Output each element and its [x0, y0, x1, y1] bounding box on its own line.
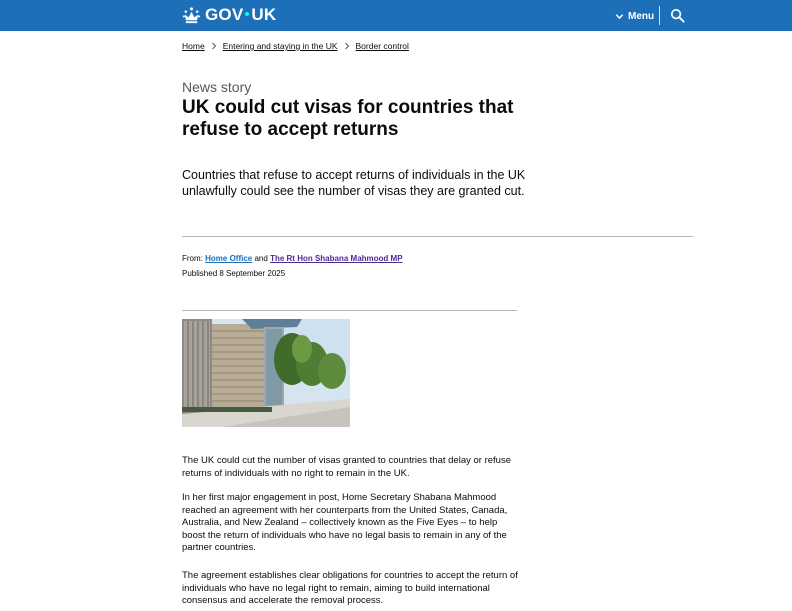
metadata-from [182, 254, 403, 263]
search-icon[interactable] [670, 8, 685, 23]
header-divider [659, 6, 660, 25]
body-paragraph: The UK could cut the number of visas granted to countries that delay or refuse returns of individuals with no right to remain in the UK. [182, 455, 511, 479]
logo-text-uk: UK [251, 5, 277, 24]
from-label: From: [182, 254, 203, 263]
page-caption: News story [182, 79, 252, 95]
org-link-home-office[interactable]: Home Office [205, 254, 253, 263]
govuk-header [0, 0, 792, 31]
logo-text-gov: GOV [205, 5, 244, 24]
lead-paragraph: Countries that refuse to accept returns of individuals in the UK unlawfully could see the number of visas they are granted cut. [182, 168, 526, 198]
page-title: UK could cut visas for countries that refuse to accept returns [182, 97, 514, 140]
body-paragraph: The agreement establishes clear obligations for countries to accept the return of individuals who have no legal right to remain, aiming to build international consensus and accelerate the removal process. [182, 570, 518, 607]
menu-label: Menu [628, 10, 655, 22]
breadcrumb-entering-staying[interactable]: Entering and staying in the UK [222, 41, 338, 51]
govuk-logo-link[interactable] [182, 5, 276, 25]
breadcrumb-border-control[interactable]: Border control [355, 41, 409, 51]
breadcrumb-home[interactable]: Home [182, 41, 205, 51]
body-paragraph: In her first major engagement in post, Home Secretary Shabana Mahmood reached an agreement with her counterparts from the United States, Canada, Australia, and New Zealand – collectively known as the Five Eyes – to help boost the return of individuals who have no legal basis to remain in any of the partner countries. [182, 492, 508, 554]
person-link-home-secretary[interactable]: The Rt Hon Shabana Mahmood MP [270, 254, 403, 263]
logo-dot [245, 12, 249, 16]
breadcrumb [182, 40, 409, 52]
article-image [182, 319, 350, 427]
chevron-right-icon [344, 42, 350, 50]
section-divider [182, 236, 693, 237]
published-date: Published 8 September 2025 [182, 269, 286, 278]
crown-icon [182, 6, 201, 25]
content-divider [182, 310, 517, 311]
chevron-right-icon [211, 42, 217, 50]
from-conjunction: and [254, 254, 268, 263]
menu-button[interactable] [615, 8, 654, 24]
chevron-down-icon [615, 12, 624, 21]
